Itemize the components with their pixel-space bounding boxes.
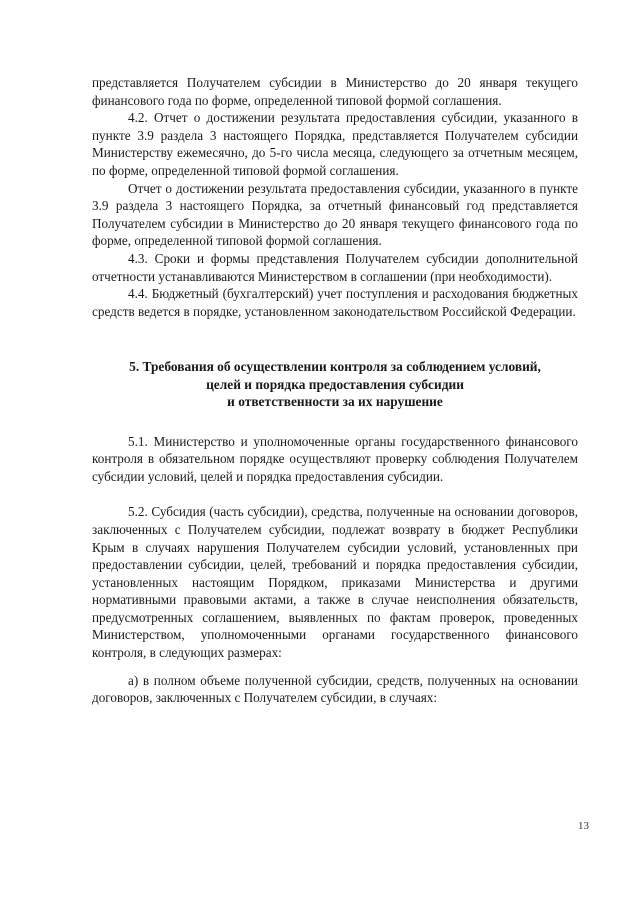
document-body	[92, 74, 578, 707]
paragraph-5-2: 5.2. Субсидия (часть субсидии), средства, полученные на основании договоров, заключенных с Получателем субсидии, подлежат возврату в бюджет Республики Крым в случаях нарушения Получателем субсидии условий, установленных при предоставлении субсидии, целей, требований и порядка предоставления субсидии, установленных настоящим Порядком, приказами Министерства и другими нормативными правовыми актами, а также в случае неисполнения обязательств, предусмотренных соглашением, выявленных по фактам проверок, проведенных Министерством, уполномоченными органами государственного финансового контроля, в следующих размерах:	[92, 504, 578, 661]
section-5-heading-line-3: и ответственности за их нарушение	[227, 394, 443, 410]
paragraph-5-2-a: а) в полном объеме полученной субсидии, средств, полученных на основании договоров, заключенных с Получателем субсидии, в случаях:	[92, 672, 578, 706]
paragraph-5-1: 5.1. Министерство и уполномоченные органы государственного финансового контроля в обязательном порядке осуществляют проверку соблюдения Получателем субсидии условий, целей и порядка предоставления субсидии.	[92, 433, 578, 484]
paragraph-4-2-annual: Отчет о достижении результата предоставления субсидии, указанного в пункте 3.9 раздела 3 настоящего Порядка, за отчетный финансовый год представляется Получателем субсидии в Министерство до 20 января текущего финансового года по форме, определенной типовой формой соглашения.	[92, 180, 578, 249]
page-number: 13	[578, 820, 589, 832]
paragraph-4-1-continuation: представляется Получателем субсидии в Министерство до 20 января текущего финансового года по форме, определенной типовой формой соглашения.	[92, 75, 578, 108]
section-5-heading-line-1: 5. Требования об осуществлении контроля за соблюдением условий,	[129, 359, 541, 375]
paragraph-4-4: 4.4. Бюджетный (бухгалтерский) учет поступления и расходования бюджетных средств ведется в порядке, установленном законодательством Российской Федерации.	[92, 286, 578, 319]
paragraph-4-3: 4.3. Сроки и формы представления Получателем субсидии дополнительной отчетности устанавливаются Министерством в соглашении (при необходимости).	[92, 250, 578, 284]
paragraph-4-2: 4.2. Отчет о достижении результата предоставления субсидии, указанного в пункте 3.9 раздела 3 настоящего Порядка, представляется Получателем субсидии Министерству ежемесячно, до 5-го числа месяца, следующего за отчетным месяцем, по форме, определенной типовой формой соглашения.	[92, 110, 578, 178]
section-5-heading-line-2: целей и порядка предоставления субсидии	[206, 376, 464, 392]
section-5-heading	[92, 358, 578, 410]
